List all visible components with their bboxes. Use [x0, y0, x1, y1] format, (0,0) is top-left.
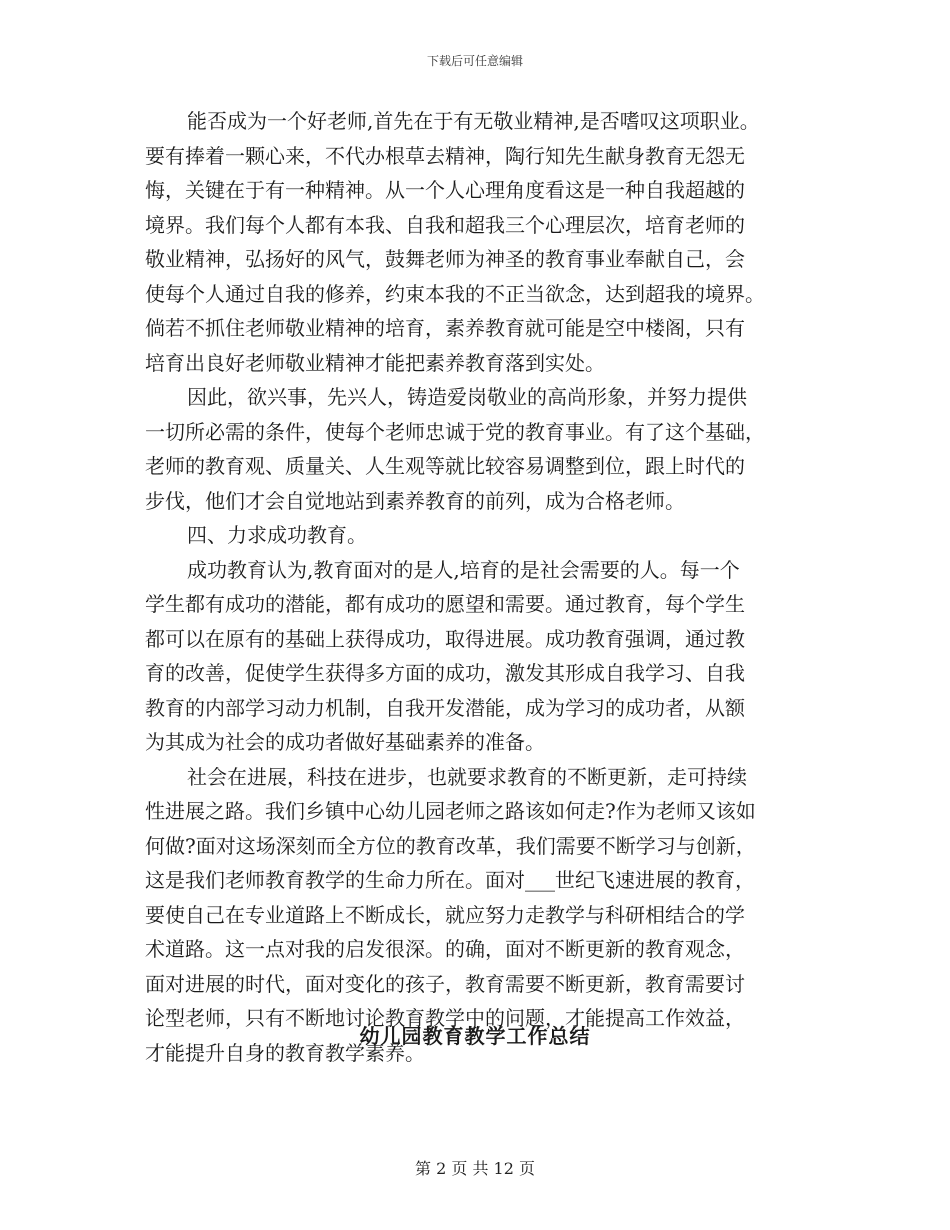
page-footer: 第 2 页 共 12 页 [415, 1159, 535, 1178]
body-text [145, 104, 810, 1070]
text-line: 要使自己在专业道路上不断成长，就应努力走教学与科研相结合的学 [145, 902, 745, 927]
text-line: 敬业精神，弘扬好的风气，鼓舞老师为神圣的教育事业奉献自己，会 [145, 247, 745, 271]
text-line: 步伐，他们才会自觉地站到素养教育的前列，成为合格老师。 [145, 488, 685, 513]
text-line: 才能提升自身的教育教学素养。 [145, 1040, 425, 1065]
text-line: 面对进展的时代，面对变化的孩子，教育需要不断更新，教育需要讨 [145, 971, 745, 996]
text-line: 倘若不抓住老师敬业精神的培育，素养教育就可能是空中楼阁，只有 [145, 316, 745, 340]
text-line: 社会在进展，科技在进步，也就要求教育的不断更新，走可持续 [187, 764, 747, 789]
text-line: 育的改善，促使学生获得多方面的成功，激发其形成自我学习、自我 [145, 661, 745, 685]
text-line: 使每个人通过自我的修养，约束本我的不正当欲念，达到超我的境界。 [145, 281, 765, 306]
text-line: 培育出良好老师敬业精神才能把素养教育落到实处。 [145, 350, 605, 375]
text-line: 何做?面对这场深刻而全方位的教育改革，我们需要不断学习与创新， [145, 833, 756, 858]
section-title: 幼儿园教育教学工作总结 [359, 1024, 591, 1048]
text-line: 因此，欲兴事，先兴人，铸造爱岗敬业的高尚形象，并努力提供 [187, 385, 747, 409]
text-line: 要有捧着一颗心来，不代办根草去精神，陶行知先生献身教育无怨无 [145, 143, 745, 168]
text-line: 境界。我们每个人都有本我、自我和超我三个心理层次，培育老师的 [145, 212, 745, 237]
text-line: 都可以在原有的基础上获得成功，取得进展。成功教育强调，通过教 [145, 626, 745, 651]
text-line: 学生都有成功的潜能，都有成功的愿望和需要。通过教育，每个学生 [145, 592, 745, 616]
text-line: 教育的内部学习动力机制，自我开发潜能，成为学习的成功者，从额 [145, 695, 745, 720]
text-line: 悔，关键在于有一种精神。从一个人心理角度看这是一种自我超越的 [145, 178, 745, 202]
text-line: 性进展之路。我们乡镇中心幼儿园老师之路该如何走?作为老师又该如 [145, 799, 756, 823]
page-header: 下载后可任意编辑 [426, 54, 523, 68]
text-line: 一切所必需的条件，使每个老师忠诚于党的教育事业。有了这个基础， [145, 419, 765, 444]
text-line: 四、力求成功教育。 [187, 523, 367, 547]
text-line: 论型老师，只有不断地讨论教育教学中的问题，才能提高工作效益， [145, 1006, 745, 1030]
text-line: 老师的教育观、质量关、人生观等就比较容易调整到位，跟上时代的 [145, 454, 745, 478]
text-line: 能否成为一个好老师,首先在于有无敬业精神,是否嗜叹这项职业。 [187, 109, 760, 133]
text-line: 成功教育认为,教育面对的是人,培育的是社会需要的人。每一个 [187, 557, 740, 582]
text-line: 为其成为社会的成功者做好基础素养的准备。 [145, 730, 545, 754]
text-line: 术道路。这一点对我的启发很深。的确，面对不断更新的教育观念， [145, 937, 745, 961]
text-line: 这是我们老师教育教学的生命力所在。面对___世纪飞速进展的教育， [145, 868, 755, 892]
